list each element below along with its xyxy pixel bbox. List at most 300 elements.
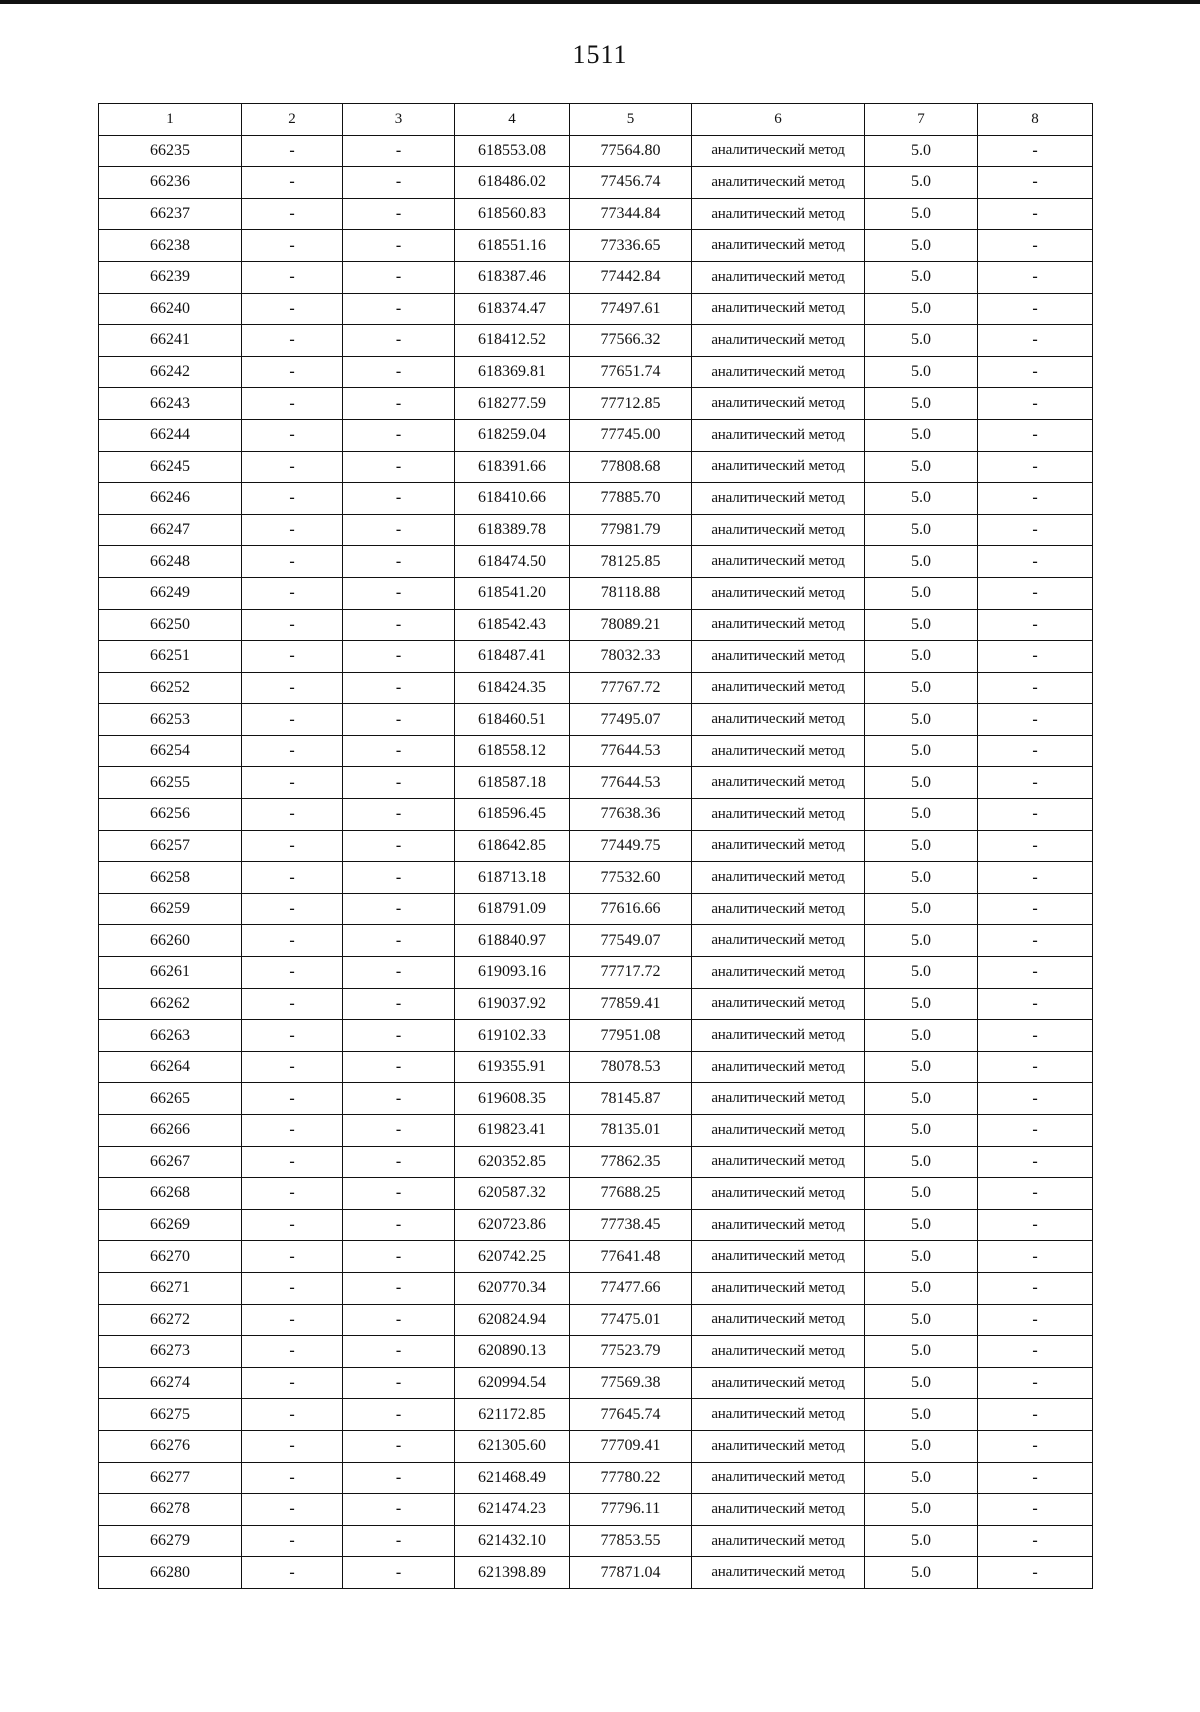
- y-coordinate-cell: 77688.25: [570, 1178, 692, 1210]
- x-coordinate-cell: 620723.86: [455, 1209, 570, 1241]
- col3-cell: -: [343, 293, 455, 325]
- column-header: 5: [570, 104, 692, 136]
- col3-cell: -: [343, 577, 455, 609]
- method-cell: аналитический метод: [692, 609, 865, 641]
- accuracy-cell: 5.0: [865, 325, 978, 357]
- method-cell: аналитический метод: [692, 451, 865, 483]
- x-coordinate-cell: 618277.59: [455, 388, 570, 420]
- col8-cell: -: [978, 167, 1093, 199]
- point-number-cell: 66252: [99, 672, 242, 704]
- col2-cell: -: [242, 893, 343, 925]
- col8-cell: -: [978, 514, 1093, 546]
- method-cell: аналитический метод: [692, 672, 865, 704]
- point-number-cell: 66259: [99, 893, 242, 925]
- accuracy-cell: 5.0: [865, 135, 978, 167]
- col3-cell: -: [343, 799, 455, 831]
- col2-cell: -: [242, 230, 343, 262]
- col3-cell: -: [343, 1083, 455, 1115]
- col2-cell: -: [242, 799, 343, 831]
- accuracy-cell: 5.0: [865, 388, 978, 420]
- x-coordinate-cell: 618374.47: [455, 293, 570, 325]
- method-cell: аналитический метод: [692, 230, 865, 262]
- accuracy-cell: 5.0: [865, 167, 978, 199]
- col2-cell: -: [242, 672, 343, 704]
- point-number-cell: 66238: [99, 230, 242, 262]
- point-number-cell: 66267: [99, 1146, 242, 1178]
- col3-cell: -: [343, 1525, 455, 1557]
- accuracy-cell: 5.0: [865, 830, 978, 862]
- y-coordinate-cell: 77532.60: [570, 862, 692, 894]
- col8-cell: -: [978, 1304, 1093, 1336]
- column-header: 4: [455, 104, 570, 136]
- col3-cell: -: [343, 830, 455, 862]
- col8-cell: -: [978, 893, 1093, 925]
- x-coordinate-cell: 620890.13: [455, 1336, 570, 1368]
- page-top-border: [0, 0, 1200, 4]
- col2-cell: -: [242, 514, 343, 546]
- method-cell: аналитический метод: [692, 1051, 865, 1083]
- col3-cell: -: [343, 735, 455, 767]
- col2-cell: -: [242, 1020, 343, 1052]
- y-coordinate-cell: 77475.01: [570, 1304, 692, 1336]
- col8-cell: -: [978, 419, 1093, 451]
- x-coordinate-cell: 618553.08: [455, 135, 570, 167]
- point-number-cell: 66265: [99, 1083, 242, 1115]
- x-coordinate-cell: 620352.85: [455, 1146, 570, 1178]
- col8-cell: -: [978, 988, 1093, 1020]
- col8-cell: -: [978, 388, 1093, 420]
- col3-cell: -: [343, 1115, 455, 1147]
- accuracy-cell: 5.0: [865, 1178, 978, 1210]
- col8-cell: -: [978, 1051, 1093, 1083]
- col3-cell: -: [343, 1241, 455, 1273]
- col3-cell: -: [343, 230, 455, 262]
- col3-cell: -: [343, 704, 455, 736]
- x-coordinate-cell: 619355.91: [455, 1051, 570, 1083]
- table-row: [99, 1272, 1093, 1304]
- table-row: [99, 672, 1093, 704]
- y-coordinate-cell: 77885.70: [570, 483, 692, 515]
- method-cell: аналитический метод: [692, 1462, 865, 1494]
- col3-cell: -: [343, 483, 455, 515]
- x-coordinate-cell: 618474.50: [455, 546, 570, 578]
- col8-cell: -: [978, 325, 1093, 357]
- col2-cell: -: [242, 1083, 343, 1115]
- table-row: [99, 862, 1093, 894]
- point-number-cell: 66254: [99, 735, 242, 767]
- page-number: 1511: [572, 40, 628, 69]
- col8-cell: -: [978, 1430, 1093, 1462]
- point-number-cell: 66256: [99, 799, 242, 831]
- table-row: [99, 957, 1093, 989]
- col3-cell: -: [343, 1178, 455, 1210]
- point-number-cell: 66261: [99, 957, 242, 989]
- method-cell: аналитический метод: [692, 167, 865, 199]
- x-coordinate-cell: 620742.25: [455, 1241, 570, 1273]
- col2-cell: -: [242, 830, 343, 862]
- y-coordinate-cell: 77638.36: [570, 799, 692, 831]
- col3-cell: -: [343, 325, 455, 357]
- column-header: 7: [865, 104, 978, 136]
- table-row: [99, 1020, 1093, 1052]
- x-coordinate-cell: 618642.85: [455, 830, 570, 862]
- col3-cell: -: [343, 609, 455, 641]
- x-coordinate-cell: 618542.43: [455, 609, 570, 641]
- coordinates-table: [98, 103, 1093, 1589]
- col3-cell: -: [343, 1367, 455, 1399]
- y-coordinate-cell: 77644.53: [570, 735, 692, 767]
- point-number-cell: 66275: [99, 1399, 242, 1431]
- point-number-cell: 66246: [99, 483, 242, 515]
- method-cell: аналитический метод: [692, 198, 865, 230]
- col8-cell: -: [978, 672, 1093, 704]
- y-coordinate-cell: 77871.04: [570, 1557, 692, 1589]
- point-number-cell: 66279: [99, 1525, 242, 1557]
- y-coordinate-cell: 78118.88: [570, 577, 692, 609]
- method-cell: аналитический метод: [692, 988, 865, 1020]
- method-cell: аналитический метод: [692, 1336, 865, 1368]
- col2-cell: -: [242, 325, 343, 357]
- col8-cell: -: [978, 1083, 1093, 1115]
- column-header: 3: [343, 104, 455, 136]
- accuracy-cell: 5.0: [865, 704, 978, 736]
- col8-cell: -: [978, 546, 1093, 578]
- accuracy-cell: 5.0: [865, 1146, 978, 1178]
- point-number-cell: 66253: [99, 704, 242, 736]
- accuracy-cell: 5.0: [865, 988, 978, 1020]
- point-number-cell: 66273: [99, 1336, 242, 1368]
- table-row: [99, 609, 1093, 641]
- col8-cell: -: [978, 1146, 1093, 1178]
- point-number-cell: 66242: [99, 356, 242, 388]
- accuracy-cell: 5.0: [865, 230, 978, 262]
- col2-cell: -: [242, 261, 343, 293]
- col2-cell: -: [242, 167, 343, 199]
- method-cell: аналитический метод: [692, 925, 865, 957]
- col8-cell: -: [978, 1178, 1093, 1210]
- col3-cell: -: [343, 1146, 455, 1178]
- x-coordinate-cell: 618487.41: [455, 641, 570, 673]
- point-number-cell: 66248: [99, 546, 242, 578]
- x-coordinate-cell: 618369.81: [455, 356, 570, 388]
- x-coordinate-cell: 619093.16: [455, 957, 570, 989]
- col3-cell: -: [343, 198, 455, 230]
- y-coordinate-cell: 77738.45: [570, 1209, 692, 1241]
- accuracy-cell: 5.0: [865, 925, 978, 957]
- table-row: [99, 799, 1093, 831]
- point-number-cell: 66266: [99, 1115, 242, 1147]
- table-row: [99, 641, 1093, 673]
- col8-cell: -: [978, 1336, 1093, 1368]
- method-cell: аналитический метод: [692, 546, 865, 578]
- table-row: [99, 1525, 1093, 1557]
- col8-cell: -: [978, 957, 1093, 989]
- col2-cell: -: [242, 767, 343, 799]
- point-number-cell: 66274: [99, 1367, 242, 1399]
- method-cell: аналитический метод: [692, 1525, 865, 1557]
- point-number-cell: 66263: [99, 1020, 242, 1052]
- column-header: 1: [99, 104, 242, 136]
- col3-cell: -: [343, 261, 455, 293]
- col3-cell: -: [343, 1304, 455, 1336]
- col8-cell: -: [978, 767, 1093, 799]
- method-cell: аналитический метод: [692, 419, 865, 451]
- method-cell: аналитический метод: [692, 514, 865, 546]
- table-row: [99, 546, 1093, 578]
- point-number-cell: 66269: [99, 1209, 242, 1241]
- column-header: 6: [692, 104, 865, 136]
- table-row: [99, 1051, 1093, 1083]
- table-row: [99, 419, 1093, 451]
- col3-cell: -: [343, 925, 455, 957]
- x-coordinate-cell: 618791.09: [455, 893, 570, 925]
- table-row: [99, 577, 1093, 609]
- y-coordinate-cell: 77456.74: [570, 167, 692, 199]
- y-coordinate-cell: 77644.53: [570, 767, 692, 799]
- col2-cell: -: [242, 1494, 343, 1526]
- method-cell: аналитический метод: [692, 893, 865, 925]
- col8-cell: -: [978, 483, 1093, 515]
- method-cell: аналитический метод: [692, 1020, 865, 1052]
- y-coordinate-cell: 78089.21: [570, 609, 692, 641]
- x-coordinate-cell: 618541.20: [455, 577, 570, 609]
- method-cell: аналитический метод: [692, 735, 865, 767]
- col3-cell: -: [343, 1462, 455, 1494]
- x-coordinate-cell: 618587.18: [455, 767, 570, 799]
- col2-cell: -: [242, 1557, 343, 1589]
- x-coordinate-cell: 620824.94: [455, 1304, 570, 1336]
- x-coordinate-cell: 618387.46: [455, 261, 570, 293]
- method-cell: аналитический метод: [692, 1146, 865, 1178]
- y-coordinate-cell: 77495.07: [570, 704, 692, 736]
- y-coordinate-cell: 77523.79: [570, 1336, 692, 1368]
- point-number-cell: 66255: [99, 767, 242, 799]
- x-coordinate-cell: 618424.35: [455, 672, 570, 704]
- method-cell: аналитический метод: [692, 577, 865, 609]
- col2-cell: -: [242, 388, 343, 420]
- col3-cell: -: [343, 1430, 455, 1462]
- col8-cell: -: [978, 356, 1093, 388]
- y-coordinate-cell: 78145.87: [570, 1083, 692, 1115]
- table-body: [99, 135, 1093, 1588]
- col2-cell: -: [242, 609, 343, 641]
- accuracy-cell: 5.0: [865, 483, 978, 515]
- col2-cell: -: [242, 735, 343, 767]
- col2-cell: -: [242, 1462, 343, 1494]
- col2-cell: -: [242, 957, 343, 989]
- column-header: 2: [242, 104, 343, 136]
- y-coordinate-cell: 77717.72: [570, 957, 692, 989]
- col3-cell: -: [343, 1272, 455, 1304]
- point-number-cell: 66235: [99, 135, 242, 167]
- table-row: [99, 767, 1093, 799]
- col8-cell: -: [978, 862, 1093, 894]
- point-number-cell: 66271: [99, 1272, 242, 1304]
- y-coordinate-cell: 78125.85: [570, 546, 692, 578]
- y-coordinate-cell: 78078.53: [570, 1051, 692, 1083]
- point-number-cell: 66239: [99, 261, 242, 293]
- col8-cell: -: [978, 1209, 1093, 1241]
- table-row: [99, 1241, 1093, 1273]
- y-coordinate-cell: 77564.80: [570, 135, 692, 167]
- y-coordinate-cell: 77566.32: [570, 325, 692, 357]
- accuracy-cell: 5.0: [865, 577, 978, 609]
- table-row: [99, 1146, 1093, 1178]
- y-coordinate-cell: 77780.22: [570, 1462, 692, 1494]
- y-coordinate-cell: 77712.85: [570, 388, 692, 420]
- col2-cell: -: [242, 546, 343, 578]
- table-row: [99, 198, 1093, 230]
- accuracy-cell: 5.0: [865, 1115, 978, 1147]
- point-number-cell: 66250: [99, 609, 242, 641]
- method-cell: аналитический метод: [692, 641, 865, 673]
- table-row: [99, 1304, 1093, 1336]
- x-coordinate-cell: 621474.23: [455, 1494, 570, 1526]
- col3-cell: -: [343, 957, 455, 989]
- col8-cell: -: [978, 261, 1093, 293]
- accuracy-cell: 5.0: [865, 1367, 978, 1399]
- point-number-cell: 66247: [99, 514, 242, 546]
- col2-cell: -: [242, 925, 343, 957]
- col2-cell: -: [242, 988, 343, 1020]
- y-coordinate-cell: 77651.74: [570, 356, 692, 388]
- accuracy-cell: 5.0: [865, 293, 978, 325]
- col2-cell: -: [242, 1399, 343, 1431]
- table-row: [99, 388, 1093, 420]
- x-coordinate-cell: 618389.78: [455, 514, 570, 546]
- col2-cell: -: [242, 293, 343, 325]
- point-number-cell: 66251: [99, 641, 242, 673]
- y-coordinate-cell: 77336.65: [570, 230, 692, 262]
- accuracy-cell: 5.0: [865, 1494, 978, 1526]
- accuracy-cell: 5.0: [865, 356, 978, 388]
- col2-cell: -: [242, 1430, 343, 1462]
- y-coordinate-cell: 77616.66: [570, 893, 692, 925]
- x-coordinate-cell: 618412.52: [455, 325, 570, 357]
- method-cell: аналитический метод: [692, 1083, 865, 1115]
- y-coordinate-cell: 77442.84: [570, 261, 692, 293]
- y-coordinate-cell: 77796.11: [570, 1494, 692, 1526]
- point-number-cell: 66270: [99, 1241, 242, 1273]
- point-number-cell: 66236: [99, 167, 242, 199]
- x-coordinate-cell: 618259.04: [455, 419, 570, 451]
- method-cell: аналитический метод: [692, 1178, 865, 1210]
- x-coordinate-cell: 621172.85: [455, 1399, 570, 1431]
- col2-cell: -: [242, 862, 343, 894]
- accuracy-cell: 5.0: [865, 1462, 978, 1494]
- table-row: [99, 1209, 1093, 1241]
- col2-cell: -: [242, 198, 343, 230]
- table-row: [99, 356, 1093, 388]
- x-coordinate-cell: 621398.89: [455, 1557, 570, 1589]
- col3-cell: -: [343, 1020, 455, 1052]
- col2-cell: -: [242, 419, 343, 451]
- col3-cell: -: [343, 1557, 455, 1589]
- col3-cell: -: [343, 135, 455, 167]
- col2-cell: -: [242, 577, 343, 609]
- point-number-cell: 66277: [99, 1462, 242, 1494]
- point-number-cell: 66245: [99, 451, 242, 483]
- accuracy-cell: 5.0: [865, 1209, 978, 1241]
- y-coordinate-cell: 77862.35: [570, 1146, 692, 1178]
- method-cell: аналитический метод: [692, 1115, 865, 1147]
- y-coordinate-cell: 77497.61: [570, 293, 692, 325]
- point-number-cell: 66241: [99, 325, 242, 357]
- method-cell: аналитический метод: [692, 356, 865, 388]
- x-coordinate-cell: 621468.49: [455, 1462, 570, 1494]
- point-number-cell: 66258: [99, 862, 242, 894]
- table-row: [99, 261, 1093, 293]
- accuracy-cell: 5.0: [865, 893, 978, 925]
- point-number-cell: 66249: [99, 577, 242, 609]
- x-coordinate-cell: 618551.16: [455, 230, 570, 262]
- x-coordinate-cell: 618840.97: [455, 925, 570, 957]
- method-cell: аналитический метод: [692, 799, 865, 831]
- accuracy-cell: 5.0: [865, 1399, 978, 1431]
- col8-cell: -: [978, 1272, 1093, 1304]
- col3-cell: -: [343, 388, 455, 420]
- y-coordinate-cell: 77981.79: [570, 514, 692, 546]
- col3-cell: -: [343, 514, 455, 546]
- y-coordinate-cell: 77449.75: [570, 830, 692, 862]
- col8-cell: -: [978, 577, 1093, 609]
- col3-cell: -: [343, 1051, 455, 1083]
- accuracy-cell: 5.0: [865, 261, 978, 293]
- col8-cell: -: [978, 1525, 1093, 1557]
- accuracy-cell: 5.0: [865, 1272, 978, 1304]
- accuracy-cell: 5.0: [865, 641, 978, 673]
- col2-cell: -: [242, 1336, 343, 1368]
- column-header: 8: [978, 104, 1093, 136]
- col2-cell: -: [242, 641, 343, 673]
- point-number-cell: 66268: [99, 1178, 242, 1210]
- point-number-cell: 66260: [99, 925, 242, 957]
- accuracy-cell: 5.0: [865, 1557, 978, 1589]
- y-coordinate-cell: 77641.48: [570, 1241, 692, 1273]
- col3-cell: -: [343, 1209, 455, 1241]
- col3-cell: -: [343, 1399, 455, 1431]
- table-row: [99, 925, 1093, 957]
- x-coordinate-cell: 619037.92: [455, 988, 570, 1020]
- col3-cell: -: [343, 767, 455, 799]
- accuracy-cell: 5.0: [865, 957, 978, 989]
- col3-cell: -: [343, 356, 455, 388]
- table-row: [99, 735, 1093, 767]
- y-coordinate-cell: 77477.66: [570, 1272, 692, 1304]
- col3-cell: -: [343, 1336, 455, 1368]
- accuracy-cell: 5.0: [865, 609, 978, 641]
- y-coordinate-cell: 78032.33: [570, 641, 692, 673]
- point-number-cell: 66244: [99, 419, 242, 451]
- col8-cell: -: [978, 1494, 1093, 1526]
- col2-cell: -: [242, 356, 343, 388]
- method-cell: аналитический метод: [692, 261, 865, 293]
- method-cell: аналитический метод: [692, 1209, 865, 1241]
- table-row: [99, 1557, 1093, 1589]
- table-row: [99, 230, 1093, 262]
- accuracy-cell: 5.0: [865, 514, 978, 546]
- table-row: [99, 704, 1093, 736]
- col8-cell: -: [978, 609, 1093, 641]
- x-coordinate-cell: 618460.51: [455, 704, 570, 736]
- x-coordinate-cell: 618486.02: [455, 167, 570, 199]
- method-cell: аналитический метод: [692, 388, 865, 420]
- table-row: [99, 1494, 1093, 1526]
- col8-cell: -: [978, 925, 1093, 957]
- col8-cell: -: [978, 735, 1093, 767]
- col2-cell: -: [242, 704, 343, 736]
- col2-cell: -: [242, 135, 343, 167]
